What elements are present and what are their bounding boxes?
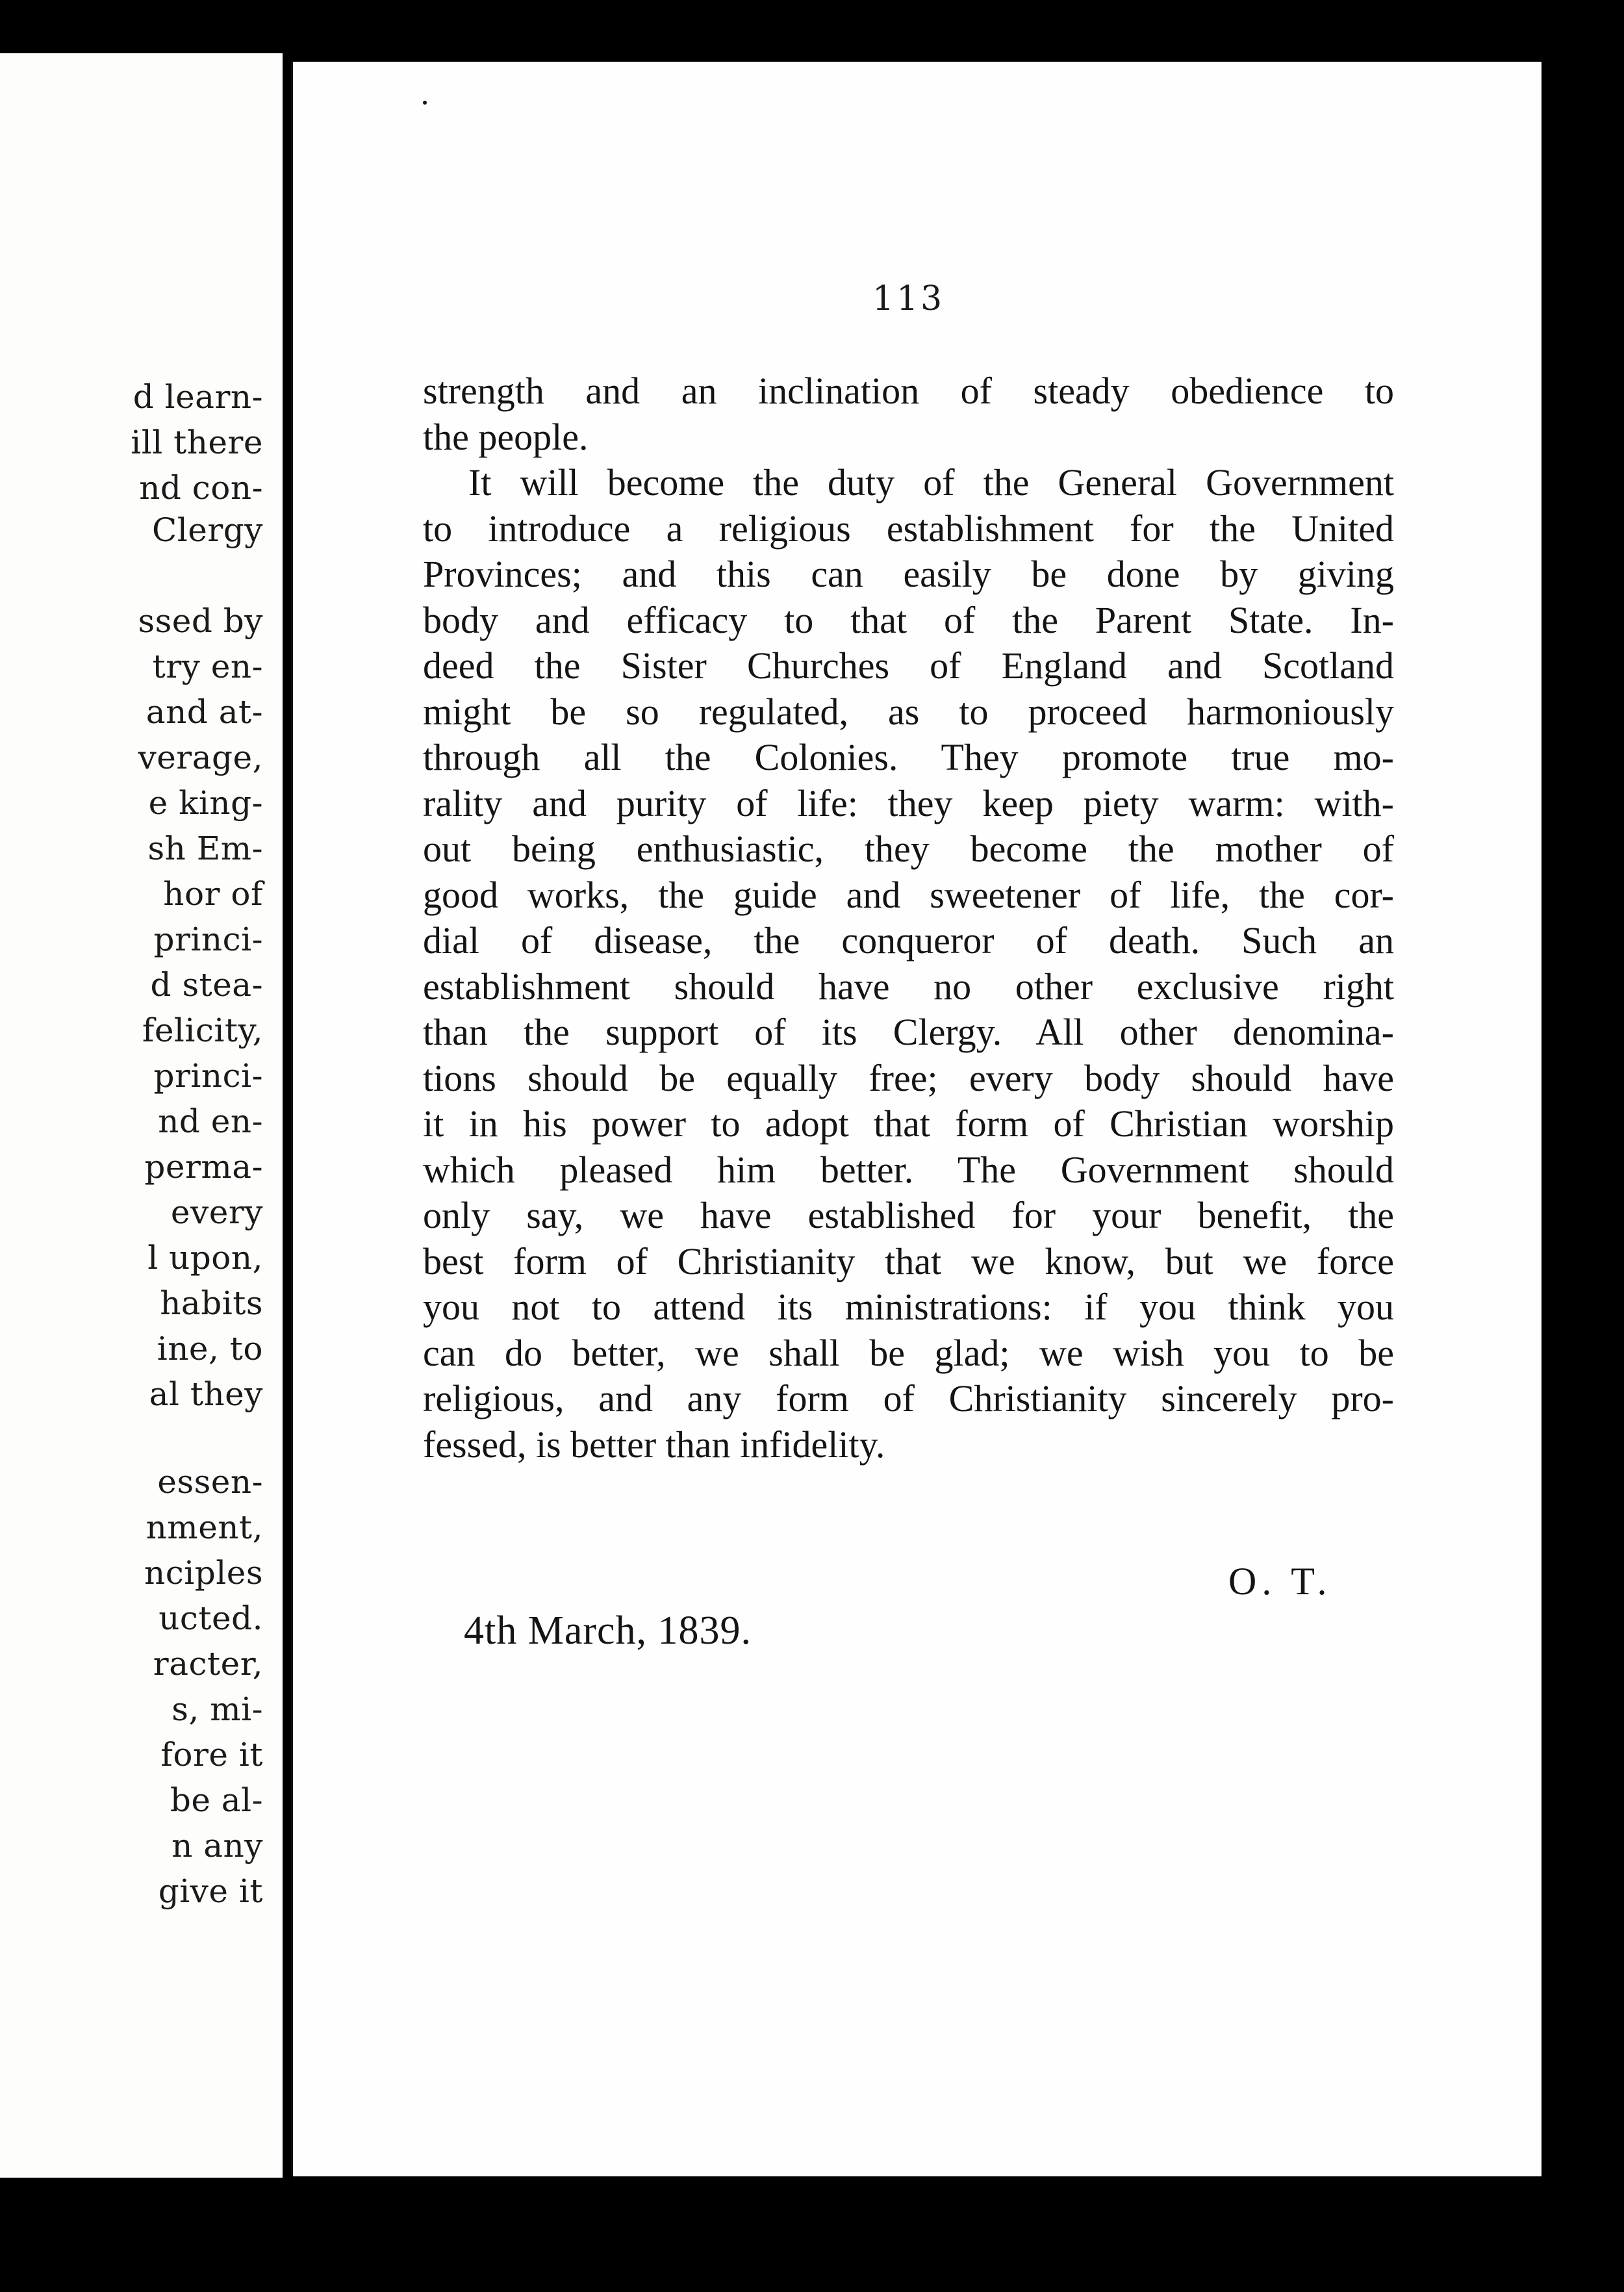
text-line: the people. bbox=[423, 416, 589, 458]
left-page-line: racter, bbox=[153, 1645, 263, 1683]
left-page-line: s, mi- bbox=[171, 1690, 263, 1728]
text-line: to introduce a religious establishment for the United bbox=[423, 507, 1394, 550]
left-page-line: Clergy bbox=[152, 511, 263, 549]
signature: O. T. bbox=[1228, 1560, 1332, 1603]
left-page-line: essen- bbox=[157, 1463, 263, 1501]
left-page-line: princi- bbox=[153, 921, 263, 958]
text-line: deed the Sister Churches of England and Scotland bbox=[423, 644, 1394, 687]
left-page-line: l upon, bbox=[147, 1239, 263, 1277]
scan-border-right bbox=[1542, 0, 1624, 2292]
left-page-line: al they bbox=[149, 1375, 263, 1413]
text-line: dial of disease, the conqueror of death. Such an bbox=[423, 919, 1394, 961]
scan-border-bottom bbox=[0, 2180, 1624, 2292]
left-page-line: be al- bbox=[170, 1781, 263, 1819]
text-line: strength and an inclination of steady obedience to bbox=[423, 370, 1394, 412]
text-line: religious, and any form of Christianity sincerely pro- bbox=[423, 1377, 1394, 1420]
left-page-fragment bbox=[0, 53, 283, 2178]
left-page-line: ine, to bbox=[157, 1330, 263, 1368]
left-page-line: felicity, bbox=[142, 1012, 263, 1049]
page-number: 113 bbox=[872, 279, 945, 318]
left-page-line: nd en- bbox=[158, 1102, 263, 1140]
left-page-line: and at- bbox=[146, 693, 263, 731]
left-page-line: nciples bbox=[144, 1554, 263, 1592]
text-line: fessed, is better than infidelity. bbox=[423, 1423, 885, 1466]
text-line: establishment should have no other exclusive right bbox=[423, 965, 1394, 1008]
text-line: body and efficacy to that of the Parent State. In- bbox=[423, 599, 1394, 641]
left-page-line: give it bbox=[158, 1872, 263, 1910]
scan-speck bbox=[423, 101, 427, 105]
text-line: good works, the guide and sweetener of life, the cor- bbox=[423, 874, 1394, 916]
right-page bbox=[291, 62, 1543, 2176]
left-page-line: ucted. bbox=[159, 1599, 263, 1637]
text-line: it in his power to adopt that form of Christian worship bbox=[423, 1102, 1394, 1145]
text-line: can do better, we shall be glad; we wish you to be bbox=[423, 1332, 1394, 1374]
text-line: might be so regulated, as to proceed harmoniously bbox=[423, 691, 1394, 733]
left-page-line: d stea- bbox=[150, 966, 263, 1004]
left-page-line: nment, bbox=[146, 1509, 263, 1546]
left-page-line: try en- bbox=[152, 648, 263, 685]
left-page-line: nd con- bbox=[139, 469, 263, 507]
text-line: out being enthusiastic, they become the mother of bbox=[423, 828, 1394, 870]
text-line: you not to attend its ministrations: if you think you bbox=[423, 1286, 1394, 1328]
text-line: only say, we have established for your benefit, the bbox=[423, 1194, 1394, 1236]
left-page-line: fore it bbox=[160, 1736, 263, 1774]
text-line: than the support of its Clergy. All other denomina- bbox=[423, 1011, 1394, 1053]
text-line: tions should be equally free; every body should have bbox=[423, 1057, 1394, 1099]
left-page-line: princi- bbox=[153, 1057, 263, 1095]
left-page-line: d learn- bbox=[133, 378, 263, 416]
left-page-line: hor of bbox=[163, 875, 263, 913]
left-page-line: perma- bbox=[144, 1148, 263, 1186]
left-page-line: sh Em- bbox=[147, 830, 263, 867]
left-page-line: ssed by bbox=[138, 602, 263, 640]
left-page-line: n any bbox=[171, 1827, 263, 1865]
text-line: through all the Colonies. They promote true mo- bbox=[423, 736, 1394, 778]
text-line: Provinces; and this can easily be done by giving bbox=[423, 553, 1394, 595]
text-line: It will become the duty of the General Government bbox=[468, 461, 1394, 503]
text-line: which pleased him better. The Government should bbox=[423, 1149, 1394, 1191]
left-page-line: e king- bbox=[148, 784, 263, 822]
text-line: best form of Christianity that we know, but we force bbox=[423, 1240, 1394, 1282]
left-page-line: every bbox=[170, 1193, 263, 1231]
left-page-line: verage, bbox=[138, 739, 263, 776]
date-line: 4th March, 1839. bbox=[464, 1609, 752, 1653]
text-line: rality and purity of life: they keep piety warm: with- bbox=[423, 782, 1394, 824]
left-page-line: habits bbox=[160, 1284, 263, 1322]
left-page-line: ill there bbox=[131, 424, 263, 461]
